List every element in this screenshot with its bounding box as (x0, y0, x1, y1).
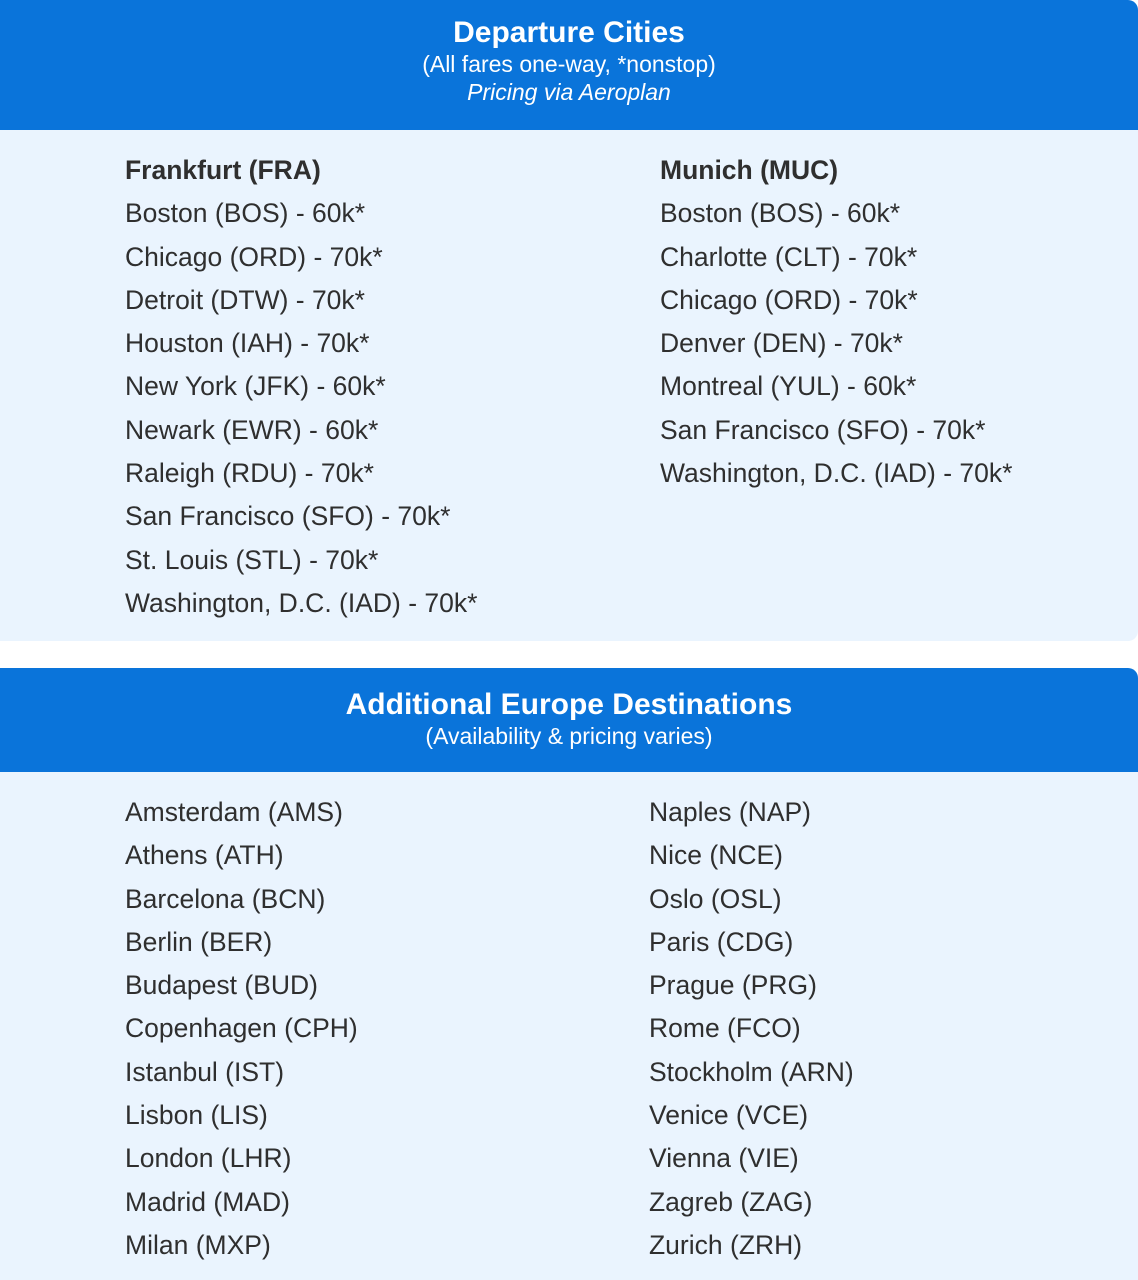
munich-column (660, 149, 1012, 495)
frankfurt-column (125, 149, 477, 625)
list-item: Denver (DEN) - 70k* (660, 328, 903, 359)
list-item: Chicago (ORD) - 70k* (660, 284, 918, 315)
list-item: Boston (BOS) - 60k* (125, 198, 366, 229)
list-item: Houston (IAH) - 70k* (125, 328, 370, 359)
list-item: Washington, D.C. (IAD) - 70k* (125, 587, 478, 618)
list-item: Stockholm (ARN) (649, 1056, 854, 1087)
list-item: Lisbon (LIS) (125, 1100, 268, 1131)
list-item: Raleigh (RDU) - 70k* (125, 458, 374, 489)
list-item: Paris (CDG) (649, 926, 794, 957)
destinations-column-right (649, 791, 854, 1267)
list-item: Barcelona (BCN) (125, 883, 326, 914)
destinations-header (0, 668, 1138, 772)
destinations-subtitle: (Availability & pricing varies) (425, 723, 713, 749)
list-item: Prague (PRG) (649, 970, 817, 1001)
departure-note: Pricing via Aeroplan (467, 79, 671, 105)
departure-title: Departure Cities (453, 16, 685, 49)
list-item: Charlotte (CLT) - 70k* (660, 241, 918, 272)
list-item: Oslo (OSL) (649, 883, 782, 914)
list-item: New York (JFK) - 60k* (125, 371, 386, 402)
destinations-column-left (125, 791, 358, 1267)
list-item: Rome (FCO) (649, 1013, 801, 1044)
list-item: Istanbul (IST) (125, 1056, 285, 1087)
list-item: Venice (VCE) (649, 1100, 809, 1131)
list-item: Newark (EWR) - 60k* (125, 414, 379, 445)
list-item: Madrid (MAD) (125, 1186, 290, 1217)
list-item: Berlin (BER) (125, 926, 273, 957)
list-item: Detroit (DTW) - 70k* (125, 284, 365, 315)
column-heading: Munich (MUC) (660, 155, 839, 185)
column-heading: Frankfurt (FRA) (125, 155, 321, 185)
list-item: Montreal (YUL) - 60k* (660, 371, 917, 402)
list-item: Copenhagen (CPH) (125, 1013, 358, 1044)
departure-subtitle: (All fares one-way, *nonstop) (422, 51, 716, 77)
list-item: Milan (MXP) (125, 1229, 271, 1260)
list-item: Naples (NAP) (649, 797, 811, 827)
destinations-title: Additional Europe Destinations (345, 688, 793, 721)
list-item: Chicago (ORD) - 70k* (125, 241, 383, 272)
departure-header (0, 0, 1138, 130)
list-item: Vienna (VIE) (649, 1143, 799, 1174)
list-item: San Francisco (SFO) - 70k* (660, 414, 986, 445)
list-item: Washington, D.C. (IAD) - 70k* (660, 458, 1013, 489)
list-item: Zurich (ZRH) (649, 1229, 803, 1260)
list-item: Budapest (BUD) (125, 970, 318, 1001)
list-item: London (LHR) (125, 1143, 292, 1174)
list-item: Athens (ATH) (125, 840, 284, 871)
list-item: Amsterdam (AMS) (125, 797, 343, 827)
list-item: Zagreb (ZAG) (649, 1186, 813, 1217)
list-item: Boston (BOS) - 60k* (660, 198, 901, 229)
list-item: Nice (NCE) (649, 840, 783, 871)
list-item: San Francisco (SFO) - 70k* (125, 501, 451, 532)
list-item: St. Louis (STL) - 70k* (125, 544, 379, 575)
destinations-card (0, 668, 1138, 1280)
